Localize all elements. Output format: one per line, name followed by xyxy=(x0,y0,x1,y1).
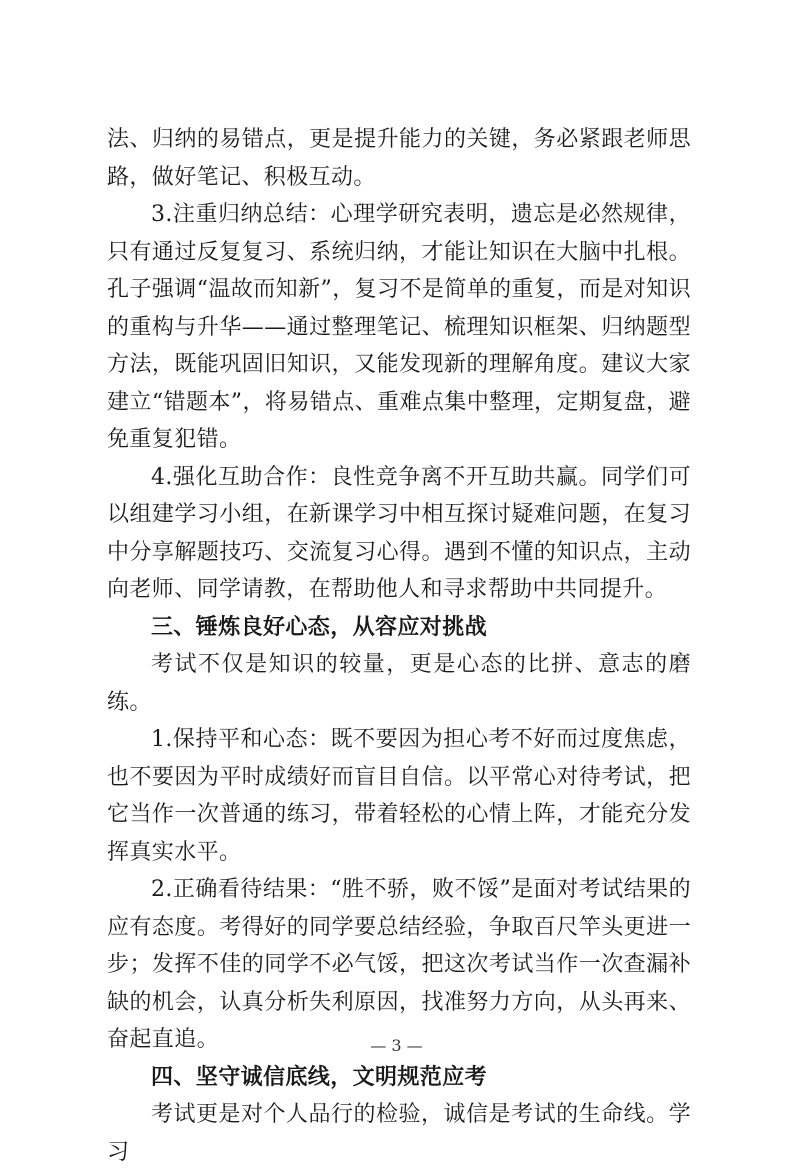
paragraph-section-3-item-1: 1.保持平和心态：既不要因为担心考不好而过度焦虑，也不要因为平时成绩好而盲目自信。以平常心对待考试，把它当作一次普通的练习，带着轻松的心情上阵，才能充分发挥真实水平。 xyxy=(107,727,691,865)
paragraph-section-3-intro: 考试不仅是知识的较量，更是心态的比拼、意志的磨练。 xyxy=(107,652,691,715)
page-number: — 3 — xyxy=(370,1036,423,1055)
paragraph-continuation: 法、归纳的易错点，更是提升能力的关键，务必紧跟老师思路，做好笔记、积极互动。 xyxy=(107,127,691,190)
document-body xyxy=(107,121,691,1171)
paragraph-section-4-intro: 考试更是对个人品行的检验，诚信是考试的生命线。学习 xyxy=(107,1102,691,1165)
section-heading-4: 四、坚守诚信底线，文明规范应考 xyxy=(151,1064,488,1090)
paragraph-item-4: 4.强化互助合作：良性竞争离不开互助共赢。同学们可以组建学习小组，在新课学习中相互探讨疑难问题，在复习中分享解题技巧、交流复习心得。遇到不懂的知识点，主动向老师、同学请教，在帮助他人和寻求帮助中共同提升。 xyxy=(107,464,691,602)
paragraph-item-3: 3.注重归纳总结：心理学研究表明，遗忘是必然规律，只有通过反复复习、系统归纳，才能让知识在大脑中扎根。孔子强调“温故而知新”，复习不是简单的重复，而是对知识的重构与升华——通过整理笔记、梳理知识框架、归纳题型方法，既能巩固旧知识，又能发现新的理解角度。建议大家建立“错题本”，将易错点、重难点集中整理，定期复盘，避免重复犯错。 xyxy=(107,202,691,452)
section-heading-3: 三、锤炼良好心态，从容应对挑战 xyxy=(151,614,488,640)
paragraph-section-3-item-2: 2.正确看待结果：“胜不骄，败不馁”是面对考试结果的应有态度。考得好的同学要总结经验，争取百尺竿头更进一步；发挥不佳的同学不必气馁，把这次考试当作一次查漏补缺的机会，认真分析失利原因，找准努力方向，从头再来、奋起直追。 xyxy=(107,877,691,1052)
